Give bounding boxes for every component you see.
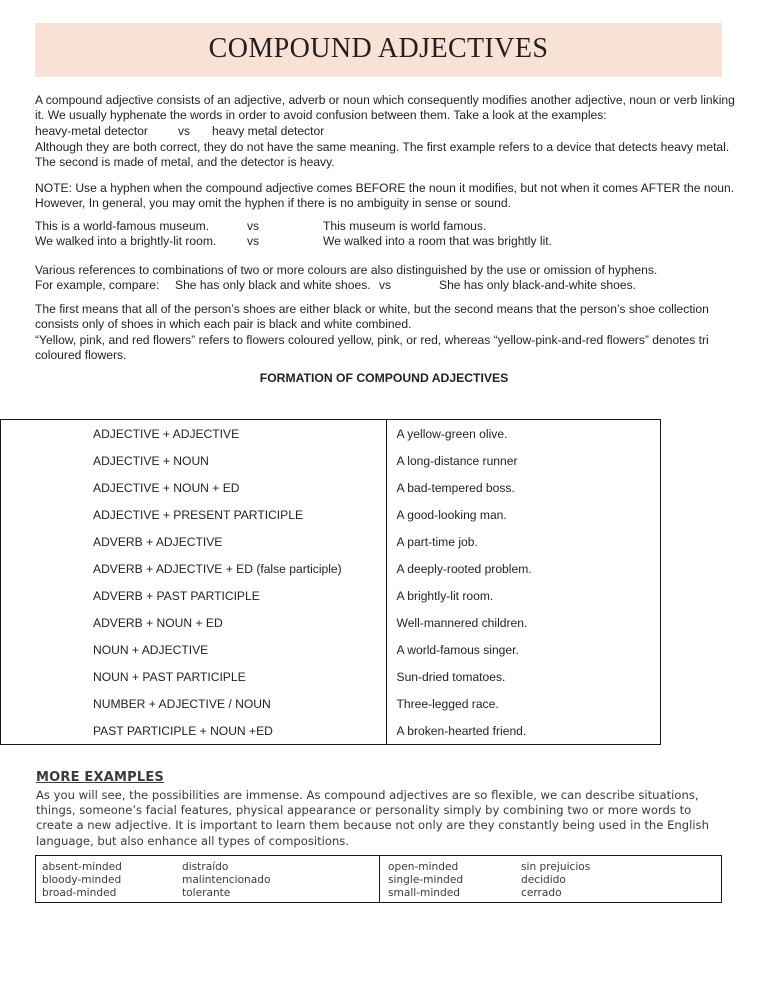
- note-paragraph: NOTE: Use a hyphen when the compound adjective comes BEFORE the noun it modifies, but not when it comes AFTER the noun. However, In general, you may omit the hyphen if there is no ambiguity in sense or sound.: [35, 181, 735, 211]
- formation-example: A brightly-lit room.: [386, 582, 660, 609]
- colours-example-a: She has only black and white shoes.: [175, 278, 371, 293]
- comparison-vs: vs: [247, 219, 260, 233]
- vocabulary-translation: malintencionado: [182, 874, 271, 887]
- list-item: [42, 874, 379, 887]
- formation-example: A long-distance runner: [386, 447, 660, 474]
- formation-pattern: ADVERB + NOUN + ED: [93, 615, 223, 630]
- intro-paragraph-2: Although they are both correct, they do not have the same meaning. The first example refers to a device that detects heavy metal. The second is made of metal, and the detector is heavy.: [35, 140, 730, 170]
- vocabulary-term: small-minded: [388, 887, 460, 900]
- vocabulary-term: open-minded: [388, 861, 459, 873]
- formation-pattern: NOUN + ADJECTIVE: [93, 642, 209, 657]
- table-row: [1, 582, 660, 609]
- formation-pattern: ADVERB + ADJECTIVE + ED (false participle): [93, 561, 342, 576]
- vocabulary-column-right: [379, 856, 721, 902]
- colours-explanation: [35, 302, 741, 364]
- colours-intro: [35, 263, 741, 294]
- formation-pattern: ADVERB + ADJECTIVE: [93, 534, 223, 549]
- formation-example: A deeply-rooted problem.: [386, 555, 660, 582]
- comparison-right: This museum is world famous.: [323, 219, 487, 233]
- colours-paragraph-1: The first means that all of the person’s shoes are either black or white, but the second means that the person’s shoe collection consists only of shoes in which each pair is black and white combined.: [35, 302, 709, 332]
- formation-example: A yellow-green olive.: [386, 420, 660, 447]
- comparison-vs: vs: [247, 234, 260, 249]
- vocabulary-translation: distraído: [182, 861, 229, 873]
- formation-heading: FORMATION OF COMPOUND ADJECTIVES: [259, 371, 509, 385]
- formation-example: A part-time job.: [386, 528, 660, 555]
- formation-example: A bad-tempered boss.: [386, 474, 660, 501]
- formation-pattern: PAST PARTICIPLE + NOUN +ED: [93, 723, 273, 738]
- colours-lead: For example, compare:: [35, 278, 160, 293]
- list-item: [388, 861, 721, 874]
- table-row: [1, 555, 660, 582]
- formation-pattern: ADJECTIVE + NOUN + ED: [93, 480, 240, 495]
- formation-pattern: ADJECTIVE + NOUN: [93, 453, 209, 468]
- formation-example: Well-mannered children.: [386, 609, 660, 636]
- table-row: [1, 528, 660, 555]
- vocabulary-table: [35, 855, 722, 903]
- formation-example: Sun-dried tomatoes.: [386, 663, 660, 690]
- colours-line-1: Various references to combinations of two or more colours are also distinguished by the use or omission of hyphens.: [35, 263, 658, 277]
- formation-pattern: ADJECTIVE + PRESENT PARTICIPLE: [93, 507, 304, 522]
- formation-table: [0, 419, 661, 745]
- comparison-list: [35, 219, 741, 250]
- table-row: [1, 420, 660, 447]
- colours-paragraph-2: “Yellow, pink, and red flowers” refers to flowers coloured yellow, pink, or red, whereas “yellow-pink-and-red flowers” denotes tri coloured flowers.: [35, 332, 709, 363]
- colours-line-2: [35, 278, 741, 293]
- table-row: [1, 474, 660, 501]
- comparison-right: We walked into a room that was brightly lit.: [323, 234, 552, 249]
- table-row: [1, 501, 660, 528]
- formation-pattern: ADVERB + PAST PARTICIPLE: [93, 588, 260, 603]
- list-item: [388, 887, 721, 900]
- vocabulary-term: broad-minded: [42, 887, 117, 900]
- formation-example: A good-looking man.: [386, 501, 660, 528]
- comparison-row: [35, 219, 741, 234]
- vocabulary-term: bloody-minded: [42, 874, 122, 887]
- vocabulary-translation: tolerante: [182, 887, 231, 900]
- list-item: [42, 887, 379, 900]
- formation-example: Three-legged race.: [386, 690, 660, 717]
- intro-example-line: [35, 124, 741, 139]
- table-row: [1, 609, 660, 636]
- intro-paragraph-1: A compound adjective consists of an adjective, adverb or noun which consequently modifies another adjective, noun or verb linking it. We usually hyphenate the words in order to avoid confusion between them. Take a look at the examples:: [35, 93, 735, 123]
- vocabulary-term: absent-minded: [42, 861, 122, 873]
- formation-table-body: [1, 420, 660, 744]
- vocabulary-translation: cerrado: [521, 887, 562, 900]
- table-row: [1, 690, 660, 717]
- intro-example-vs: vs: [177, 124, 191, 138]
- page-title: COMPOUND ADJECTIVES: [208, 33, 549, 64]
- formation-example: A world-famous singer.: [386, 636, 660, 663]
- vocabulary-column-left: [36, 856, 379, 902]
- title-banner: [35, 23, 722, 77]
- more-examples-heading: MORE EXAMPLES: [36, 770, 164, 785]
- comparison-left: We walked into a brightly-lit room.: [35, 234, 217, 249]
- vocabulary-translation: decidido: [521, 874, 566, 887]
- formation-pattern: NOUN + PAST PARTICIPLE: [93, 669, 246, 684]
- table-row: [1, 636, 660, 663]
- table-row: [1, 717, 660, 744]
- more-examples-body: As you will see, the possibilities are immense. As compound adjectives are so flexible, we can describe situations, things, someone’s facial features, physical appearance or personality simply by combining two or more words to create a new adjective. It is important to learn them because not only are they constantly being used in the English language, but also enhance all types of compositions.: [36, 788, 709, 848]
- vocabulary-term: single-minded: [388, 874, 464, 887]
- table-row: [1, 663, 660, 690]
- formation-pattern: ADJECTIVE + ADJECTIVE: [93, 426, 240, 441]
- formation-example: A broken-hearted friend.: [386, 717, 660, 744]
- colours-vs: vs: [379, 278, 392, 293]
- comparison-left: This is a world-famous museum.: [35, 219, 210, 233]
- colours-example-b: She has only black-and-white shoes.: [439, 278, 636, 293]
- comparison-row: [35, 234, 741, 249]
- intro-example-a: heavy-metal detector: [35, 124, 148, 138]
- list-item: [388, 874, 721, 887]
- intro-example-b: heavy metal detector: [212, 124, 325, 138]
- vocabulary-translation: sin prejuicios: [521, 861, 591, 873]
- table-row: [1, 447, 660, 474]
- list-item: [42, 861, 379, 874]
- formation-pattern: NUMBER + ADJECTIVE / NOUN: [93, 696, 271, 711]
